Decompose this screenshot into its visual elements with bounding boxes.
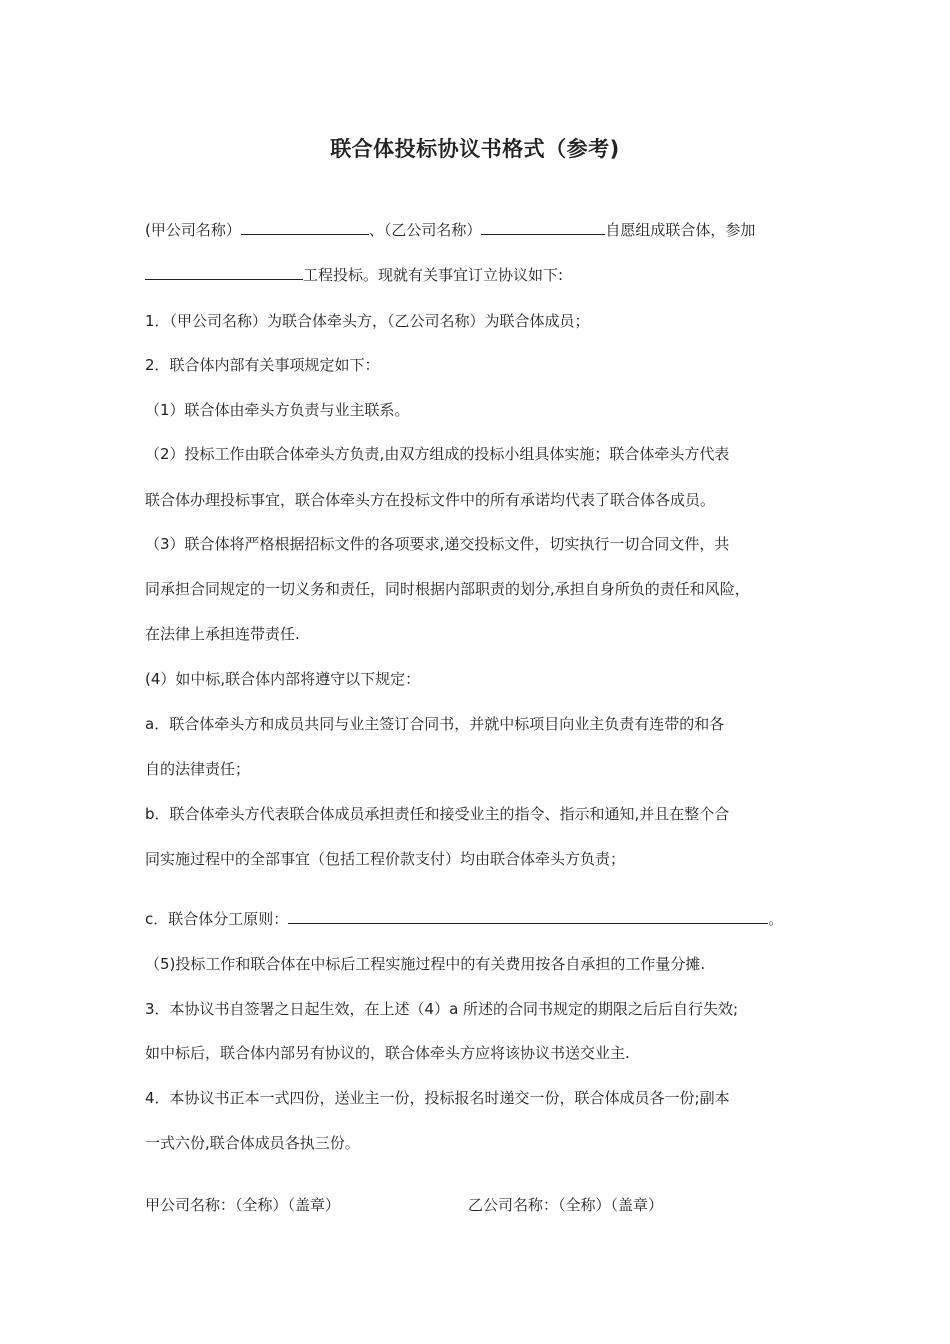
clause-2-4-c	[145, 908, 825, 930]
clause-2-4-a-line-1: a．联合体牵头方和成员共同与业主签订合同书，并就中标项目向业主负责有连带的和各	[145, 715, 725, 733]
project-suffix: 工程投标。现就有关事宜订立协议如下:	[303, 266, 564, 284]
party-a-blank	[241, 219, 369, 235]
clause-4-line-2: 一式六份,联合体成员各执三份。	[145, 1134, 360, 1152]
party-separator: 、	[368, 221, 384, 239]
clause-2-4: (4）如中标,联合体内部将遵守以下规定：	[145, 670, 421, 688]
intro-tail: 自愿组成联合体，参加	[605, 221, 756, 239]
signature-party-b: 乙公司名称：（全称）（盖章）	[468, 1196, 664, 1214]
clause-2-3-line-1: （3）联合体将严格根据招标文件的各项要求,递交投标文件，切实执行一切合同文件，共	[145, 535, 730, 553]
clause-2-3-line-2: 同承担合同规定的一切义务和责任，同时根据内部职责的划分,承担自身所负的责任和风险，	[145, 580, 750, 598]
clause-4-line-1: 4．本协议书正本一式四份，送业主一份，投标报名时递交一份，联合体成员各一份;副本	[145, 1089, 730, 1107]
division-principle-end: 。	[768, 910, 784, 928]
clause-1: 1．（甲公司名称）为联合体牵头方，（乙公司名称）为联合体成员；	[145, 312, 590, 330]
clause-2-4-b-line-1: b．联合体牵头方代表联合体成员承担责任和接受业主的指令、指示和通知,并且在整个合	[145, 805, 730, 823]
clause-3-line-2: 如中标后，联合体内部另有协议的，联合体牵头方应将该协议书送交业主.	[145, 1044, 630, 1062]
clause-2-4-a-line-2: 自的法律责任；	[145, 760, 251, 778]
clause-3-line-1: 3．本协议书自签署之日起生效，在上述（4）a 所述的合同书规定的期限之后后自行失效;	[145, 1000, 739, 1018]
clause-2-5: （5)投标工作和联合体在中标后工程实施过程中的有关费用按各自承担的工作量分摊.	[145, 955, 706, 973]
clause-2-2-line-2: 联合体办理投标事宜，联合体牵头方在投标文件中的所有承诺均代表了联合体各成员。	[145, 491, 716, 509]
party-a-placeholder: (甲公司名称）	[145, 221, 241, 239]
signature-party-a: 甲公司名称：（全称）（盖章）	[145, 1196, 341, 1214]
clause-2-4-b-line-2: 同实施过程中的全部事宜（包括工程价款支付）均由联合体牵头方负责；	[145, 850, 626, 868]
clause-2: 2．联合体内部有关事项规定如下：	[145, 356, 380, 374]
party-b-placeholder: （乙公司名称）	[383, 221, 482, 239]
party-b-blank	[481, 219, 605, 235]
document-title: 联合体投标协议书格式（参考)	[330, 137, 620, 161]
division-principle-label: c．联合体分工原则：	[145, 910, 289, 928]
project-blank	[145, 264, 303, 280]
division-principle-blank	[288, 908, 768, 924]
clause-2-1: （1）联合体由牵头方负责与业主联系。	[145, 401, 410, 419]
clause-2-2-line-1: （2）投标工作由联合体牵头方负责,由双方组成的投标小组具体实施；联合体牵头方代表	[145, 445, 730, 463]
intro-line-2	[145, 264, 825, 286]
clause-2-3-line-3: 在法律上承担连带责任.	[145, 625, 300, 643]
intro-line-1	[145, 219, 825, 241]
